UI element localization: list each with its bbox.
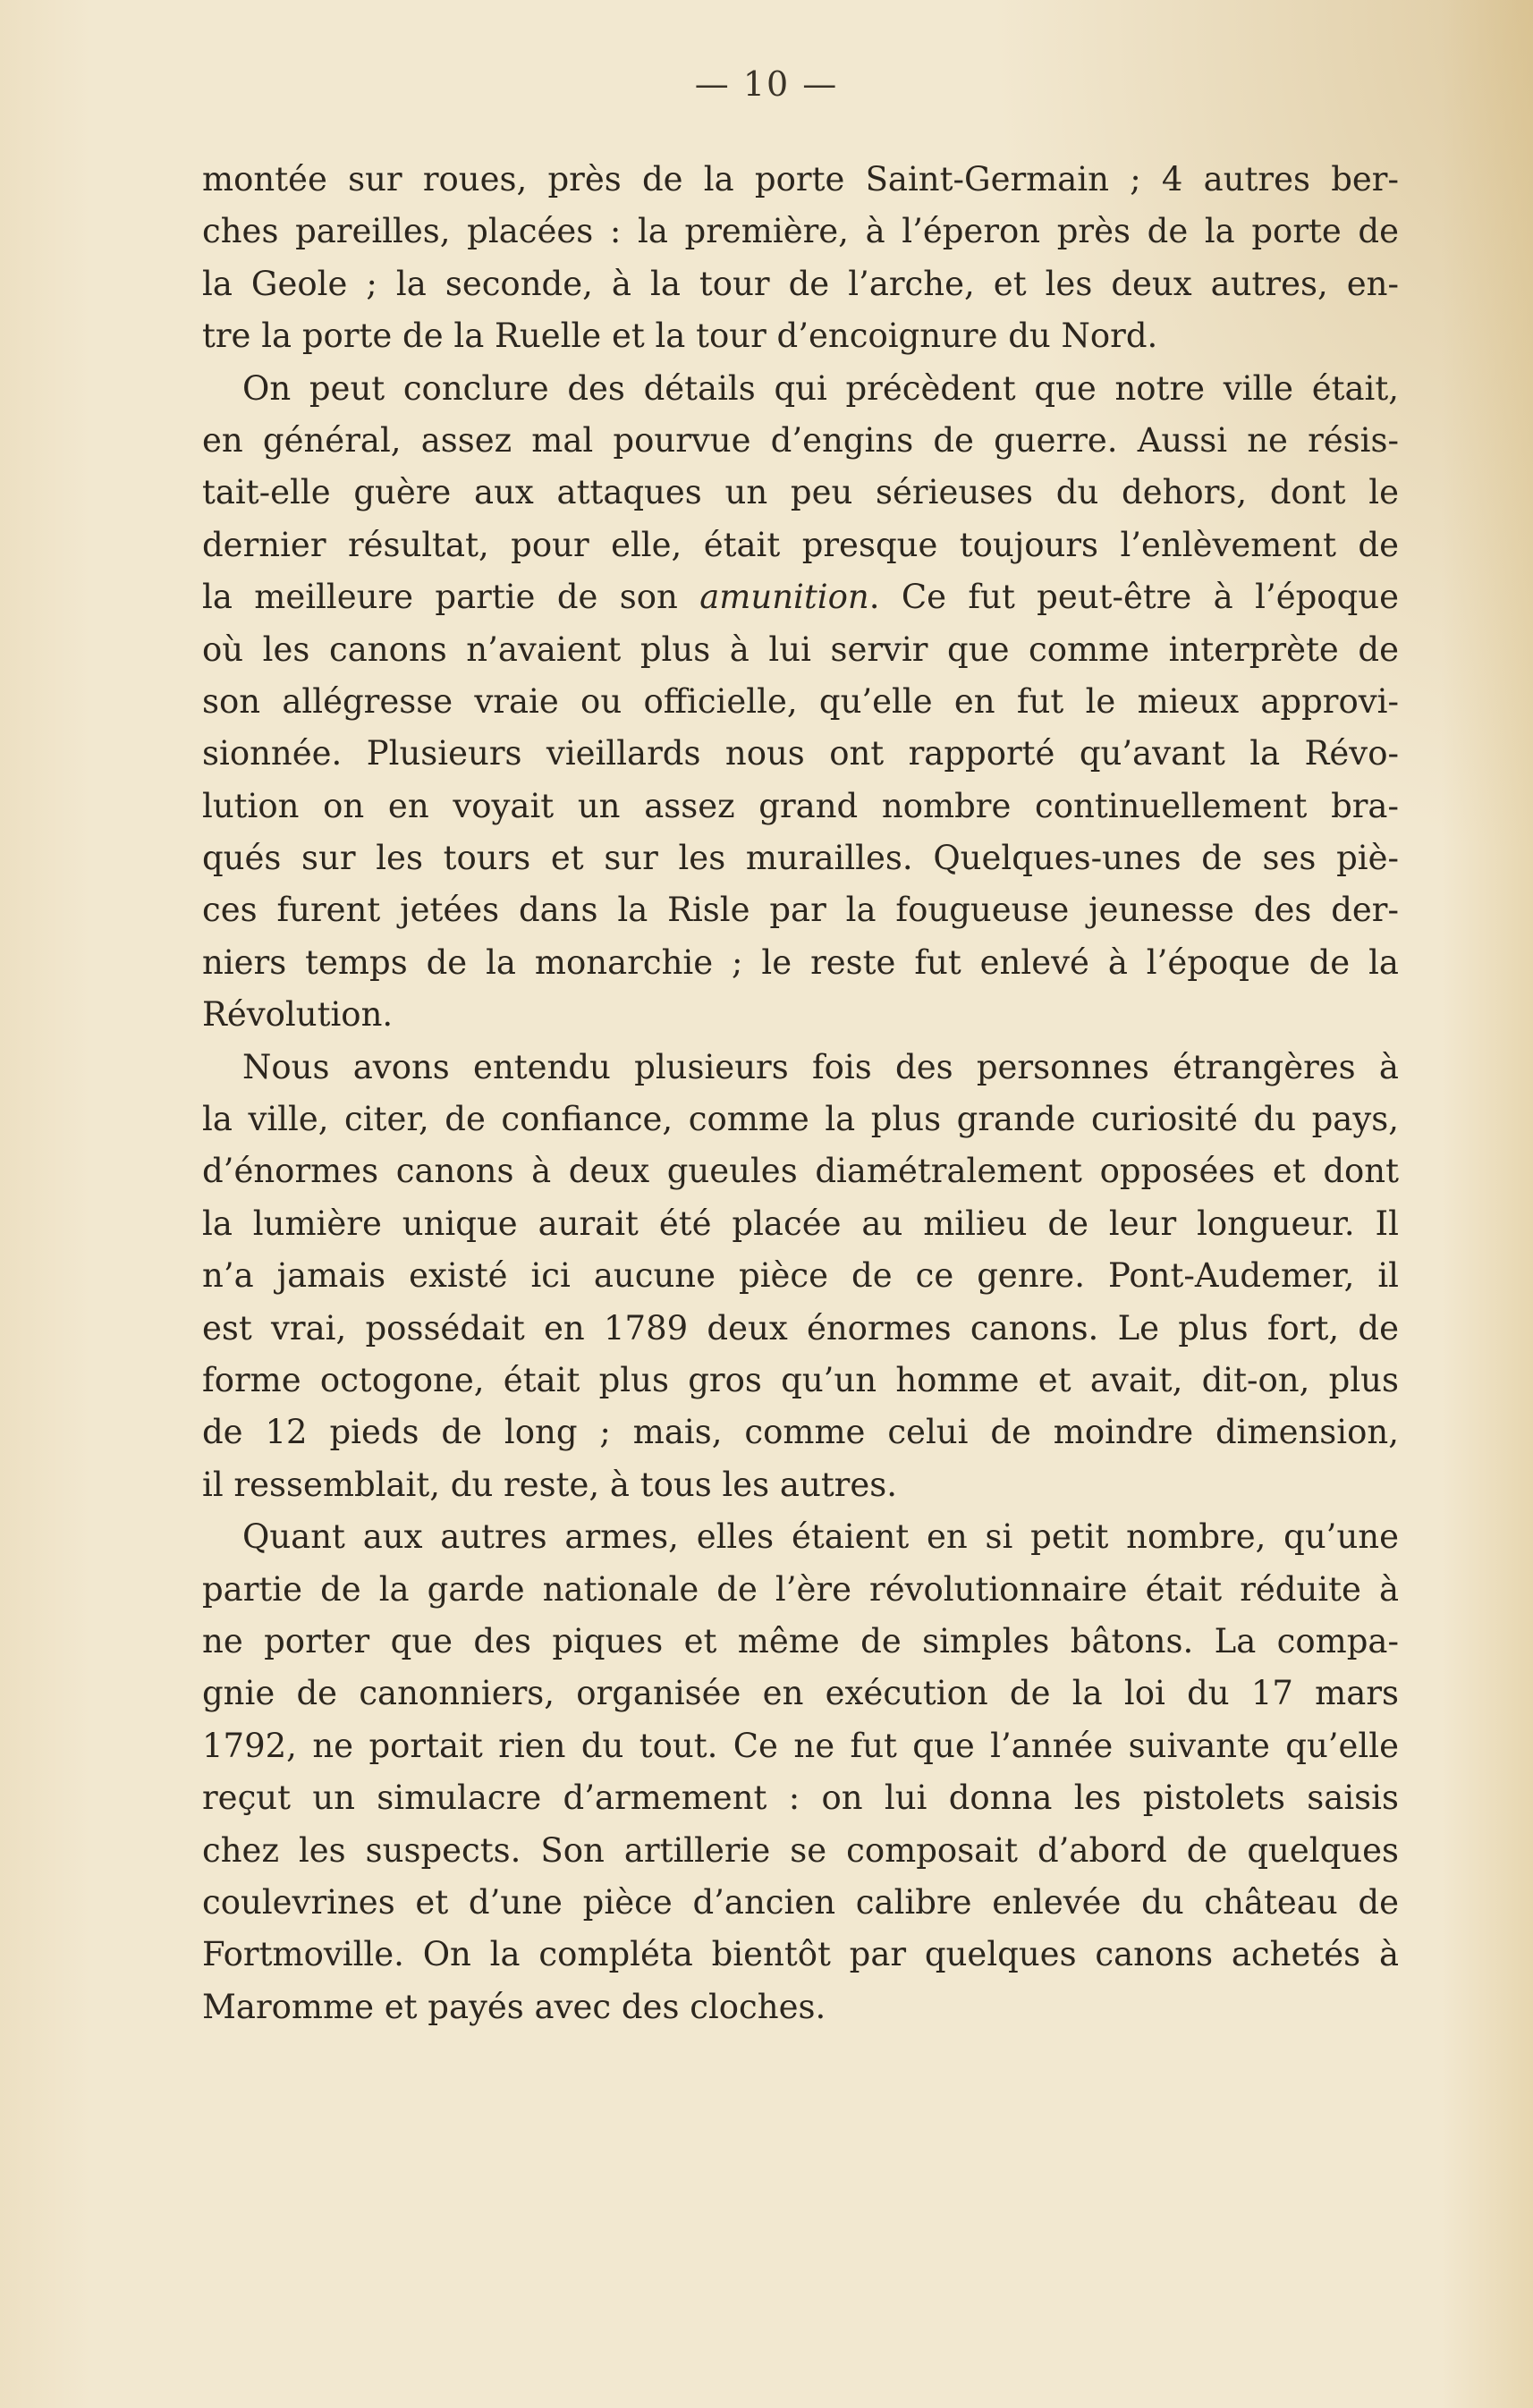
- text-line: est vrai, possédait en 1789 deux énormes canons. Le plus fort, de: [202, 1308, 1399, 1348]
- text-line: d’énormes canons à deux gueules diamétralement opposées et dont: [202, 1152, 1399, 1191]
- page-number: — 10 —: [694, 64, 839, 104]
- text-line: ces furent jetées dans la Risle par la fougueuse jeunesse des der-: [202, 891, 1399, 930]
- text-line: 1792, ne portait rien du tout. Ce ne fut que l’année suivante qu’elle: [202, 1726, 1399, 1765]
- text-line: la Geole ; la seconde, à la tour de l’arche, et les deux autres, en-: [202, 264, 1399, 303]
- text-line: coulevrines et d’une pièce d’ancien calibre enlevée du château de: [202, 1882, 1399, 1922]
- text-line: sionnée. Plusieurs vieillards nous ont rapporté qu’avant la Révo-: [202, 734, 1399, 773]
- text-line: Révolution.: [202, 995, 394, 1035]
- text-line: la lumière unique aurait été placée au milieu de leur longueur. Il: [202, 1204, 1399, 1243]
- text-line: partie de la garde nationale de l’ère révolutionnaire était réduite à: [202, 1569, 1399, 1609]
- text-line: [202, 571, 1399, 623]
- text-line: qués sur les tours et sur les murailles. Quelques-unes de ses piè-: [202, 839, 1399, 878]
- italic-word: amunition: [699, 578, 869, 617]
- text-line: ches pareilles, placées : la première, à l’éperon près de la porte de: [202, 212, 1399, 251]
- text-line: n’a jamais existé ici aucune pièce de ce genre. Pont-Audemer, il: [202, 1256, 1399, 1296]
- text-line: gnie de canonniers, organisée en exécution de la loi du 17 mars: [202, 1674, 1399, 1713]
- text-line: son allégresse vraie ou officielle, qu’elle en fut le mieux approvi-: [202, 681, 1399, 721]
- text-line: il ressemblait, du reste, à tous les autres.: [202, 1465, 898, 1504]
- text-line: chez les suspects. Son artillerie se composait d’abord de quelques: [202, 1830, 1399, 1870]
- text-line: forme octogone, était plus gros qu’un homme et avait, dit-on, plus: [202, 1360, 1399, 1399]
- text-line: lution on en voyait un assez grand nombre continuellement bra-: [202, 786, 1399, 825]
- text-line: tre la porte de la Ruelle et la tour d’encoignure du Nord.: [202, 317, 1158, 356]
- text-line: de 12 pieds de long ; mais, comme celui de moindre dimension,: [202, 1413, 1399, 1452]
- text-line: dernier résultat, pour elle, était presque toujours l’enlèvement de: [202, 525, 1399, 564]
- text-line: Maromme et payés avec des cloches.: [202, 1987, 826, 2026]
- body-text: [202, 154, 1399, 2033]
- text-segment: . Ce fut peut-être à l’époque: [868, 578, 1399, 617]
- text-line: ne porter que des piques et même de simples bâtons. La compa-: [202, 1621, 1399, 1660]
- text-line: Quant aux autres armes, elles étaient en si petit nombre, qu’une: [242, 1517, 1399, 1557]
- text-line: Nous avons entendu plusieurs fois des personnes étrangères à: [242, 1047, 1399, 1086]
- text-segment: la meilleure partie de son: [202, 578, 700, 617]
- text-line: tait-elle guère aux attaques un peu sérieuses du dehors, dont le: [202, 473, 1399, 512]
- text-line: niers temps de la monarchie ; le reste fut enlevé à l’époque de la: [202, 942, 1399, 982]
- text-line: en général, assez mal pourvue d’engins de guerre. Aussi ne résis-: [202, 420, 1399, 460]
- text-line: Fortmoville. On la compléta bientôt par quelques canons achetés à: [202, 1935, 1399, 1974]
- text-line: montée sur roues, près de la porte Saint-Germain ; 4 autres ber-: [202, 160, 1399, 199]
- text-line: On peut conclure des détails qui précèdent que notre ville était,: [242, 368, 1399, 408]
- text-line: où les canons n’avaient plus à lui servir que comme interprète de: [202, 629, 1399, 669]
- text-line: la ville, citer, de confiance, comme la plus grande curiosité du pays,: [202, 1100, 1399, 1139]
- text-line: reçut un simulacre d’armement : on lui donna les pistolets saisis: [202, 1779, 1399, 1818]
